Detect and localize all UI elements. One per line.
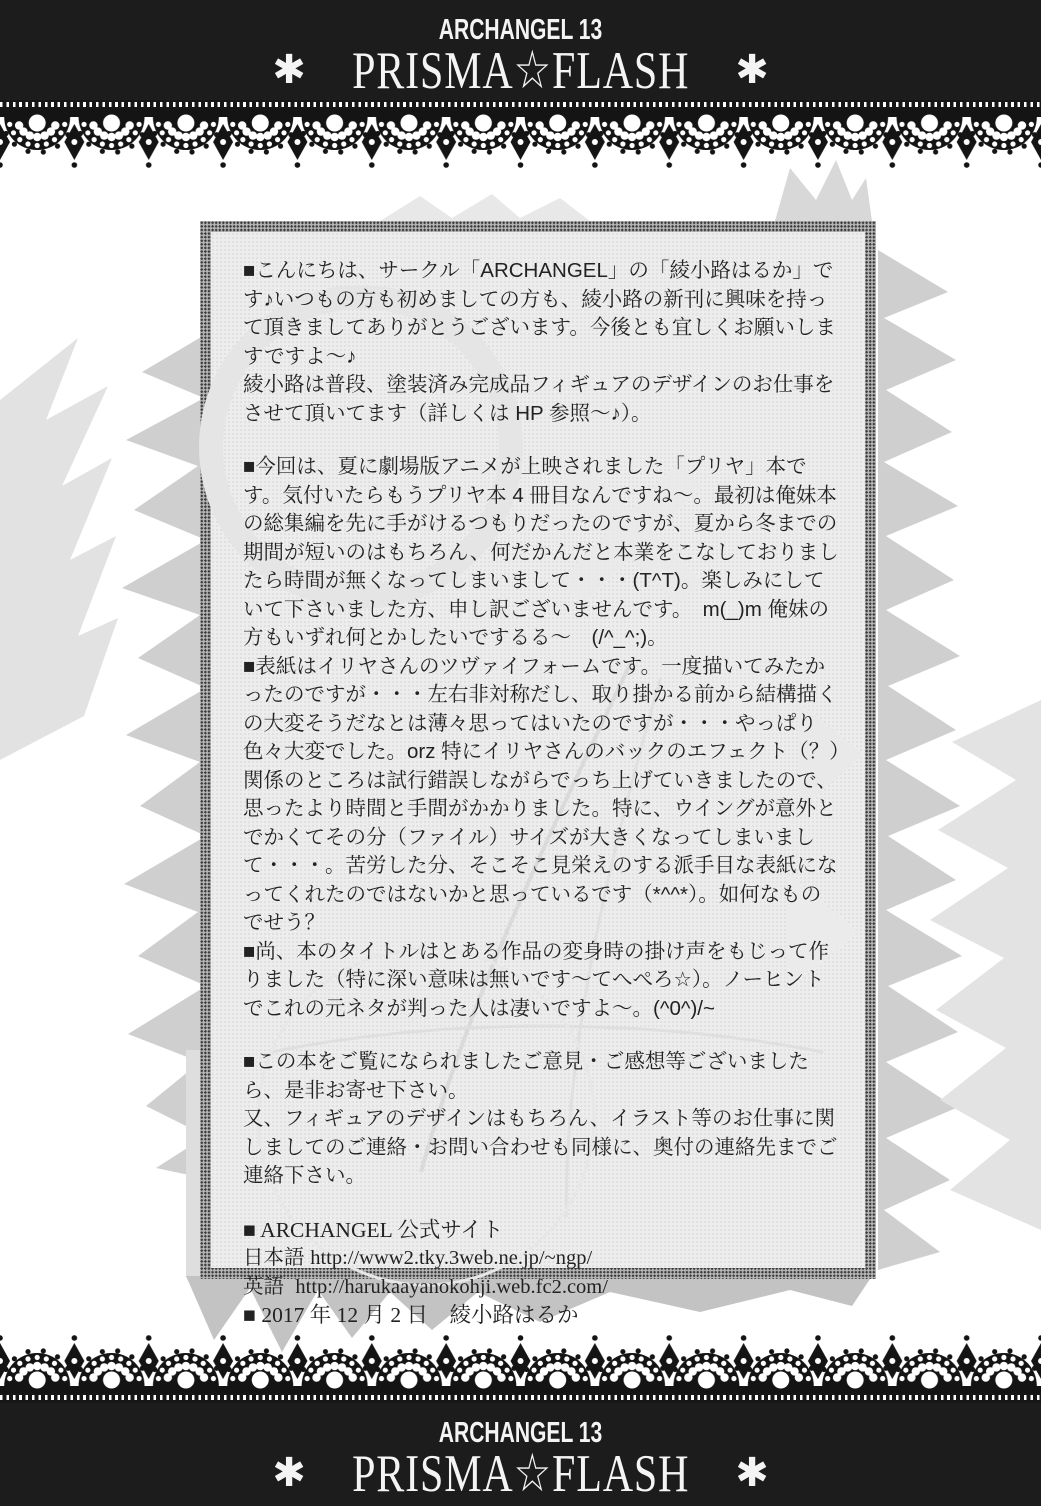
paragraph-body3: ■尚、本のタイトルはとある作品の変身時の掛け声をもじって作りました（特に深い意味は無いです～てへぺろ☆）。ノーヒントでこれの元ネタが判った人は凄いですよ～。(^0^)/~ bbox=[243, 939, 829, 1020]
series-title: ARCHANGEL 13 bbox=[438, 1417, 603, 1449]
asterisk-icon: ✱ bbox=[272, 47, 306, 93]
paragraph-feedback1: ■この本をご覧になられましたご意見・ご感想等ございましたら、是非お寄せ下さい。 bbox=[243, 1050, 809, 1102]
site-links bbox=[243, 1216, 841, 1330]
paragraph-body2: ■表紙はイリヤさんのツヴァイフォームです。一度描いてみたかったのですが・・・左右非対称だし、取り掛かる前から結構描くの大変そうだなとは薄々思ってはいたのですが・・・やっぱり色々大変でした。orz 特にイリヤさんのバックのエフェクト（？）関係のところは試行錯誤しながらでっち上げていきましたので、思ったより時間と手間がかかりました。特に、ウイングが意外とでかくてその分（ファイル）サイズが大きくなってしまいまして・・・。苦労した分、そこそこ見栄えのする派手目な表紙になってくれたのではないかと思っているです（*^^*）。如何なものでせう？ bbox=[243, 654, 840, 934]
site-english-url: http://harukaayanokohji.web.fc2.com/ bbox=[295, 1275, 608, 1298]
site-japanese-label: 日本語 bbox=[243, 1246, 305, 1269]
asterisk-icon: ✱ bbox=[272, 1450, 306, 1496]
site-header: ■ ARCHANGEL 公式サイト bbox=[243, 1217, 504, 1242]
site-english-line bbox=[243, 1273, 841, 1302]
asterisk-icon: ✱ bbox=[735, 47, 769, 93]
asterisk-icon: ✱ bbox=[735, 1450, 769, 1496]
site-japanese-line bbox=[243, 1244, 841, 1273]
book-title: PRISMA☆FLASH bbox=[351, 1443, 690, 1503]
site-english-label: 英語 bbox=[243, 1274, 284, 1298]
afterword-panel bbox=[200, 221, 876, 1327]
paragraph-greeting2: 綾小路は普段、塗装済み完成品フィギュアのデザインのお仕事をさせて頂いてます（詳しくは HP 参照～♪）。 bbox=[243, 373, 835, 425]
paragraph-feedback2: 又、フィギュアのデザインはもちろん、イラスト等のお仕事に関しましてのご連絡・お問い合わせも同様に、奥付の連絡先までご連絡下さい。 bbox=[243, 1107, 838, 1187]
afterword-paper bbox=[211, 232, 865, 1327]
paragraph-body1: ■今回は、夏に劇場版アニメが上映されました「プリヤ」本です。気付いたらもうプリヤ本 4 冊目なんですね～。最初は俺妹本の総集編を先に手がけるつもりだったのですが、夏から冬までの期間が短いのはもちろん、何だかんだと本業をこなしておりましたら時間が無くなってしまいまして・・・(T^T)。楽しみにしていて下さいました方、申し訳ございませんです。 m(_)m 俺妹の方もいずれ何とかしたいでするる～ (/^_^;)。 bbox=[243, 455, 839, 649]
date-line: ■ 2017 年 12 月 2 日 綾小路はるか bbox=[243, 1303, 579, 1327]
book-title: PRISMA☆FLASH bbox=[351, 40, 690, 100]
paragraph-greeting: ■こんにちは、サークル「ARCHANGEL」の「綾小路はるか」です♪いつもの方も初めましての方も、綾小路の新刊に興味を持って頂きましてありがとうございます。今後とも宜しくお願いしますですよ～♪ bbox=[243, 259, 836, 368]
series-title: ARCHANGEL 13 bbox=[438, 14, 603, 46]
site-japanese-url: http://www2.tky.3web.ne.jp/~ngp/ bbox=[310, 1247, 593, 1269]
afterword-text bbox=[211, 232, 865, 1330]
